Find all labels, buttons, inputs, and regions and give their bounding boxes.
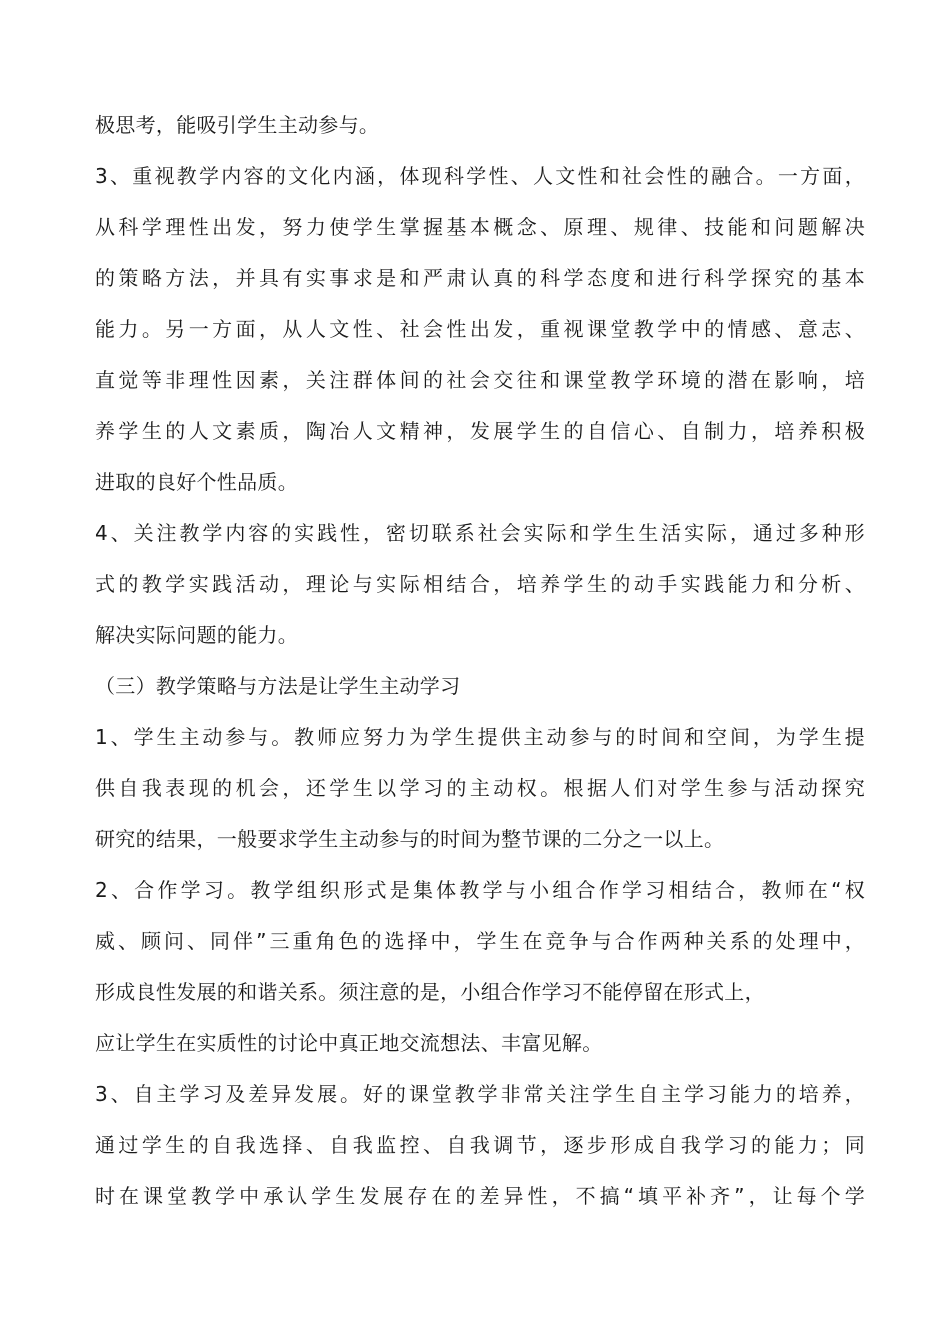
text-line: 4、关注教学内容的实践性，密切联系社会实际和学生生活实际，通过多种形 bbox=[95, 521, 865, 545]
text-line: 1、学生主动参与。教师应努力为学生提供主动参与的时间和空间，为学生提 bbox=[95, 725, 865, 749]
text-line: 威、顾问、同伴”三重角色的选择中，学生在竞争与合作两种关系的处理中， bbox=[95, 929, 865, 953]
text-line: 应让学生在实质性的讨论中真正地交流想法、丰富见解。 bbox=[95, 1031, 603, 1055]
text-line: 2、合作学习。教学组织形式是集体教学与小组合作学习相结合，教师在“权 bbox=[95, 878, 865, 902]
text-line: 的策略方法，并具有实事求是和严肃认真的科学态度和进行科学探究的基本 bbox=[95, 266, 865, 290]
text-line: 极思考，能吸引学生主动参与。 bbox=[95, 113, 380, 137]
text-line: 养学生的人文素质，陶冶人文精神，发展学生的自信心、自制力，培养积极 bbox=[95, 419, 865, 443]
text-line: 从科学理性出发，努力使学生掌握基本概念、原理、规律、技能和问题解决 bbox=[95, 215, 865, 239]
text-line: 时在课堂教学中承认学生发展存在的差异性，不搞“填平补齐”，让每个学 bbox=[95, 1184, 865, 1208]
text-line: 式的教学实践活动，理论与实际相结合，培养学生的动手实践能力和分析、 bbox=[95, 572, 865, 596]
text-line: 形成良性发展的和谐关系。须注意的是，小组合作学习不能停留在形式上， bbox=[95, 980, 765, 1004]
text-line: 进取的良好个性品质。 bbox=[95, 470, 298, 494]
text-line: 直觉等非理性因素，关注群体间的社会交往和课堂教学环境的潜在影响，培 bbox=[95, 368, 865, 392]
text-line: 通过学生的自我选择、自我监控、自我调节，逐步形成自我学习的能力；同 bbox=[95, 1133, 865, 1157]
text-line: 能力。另一方面，从人文性、社会性出发，重视课堂教学中的情感、意志、 bbox=[95, 317, 865, 341]
section-heading: （三）教学策略与方法是让学生主动学习 bbox=[95, 674, 461, 698]
text-line: 研究的结果，一般要求学生主动参与的时间为整节课的二分之一以上。 bbox=[95, 827, 725, 851]
text-line: 3、重视教学内容的文化内涵，体现科学性、人文性和社会性的融合。一方面， bbox=[95, 164, 865, 188]
text-line: 3、自主学习及差异发展。好的课堂教学非常关注学生自主学习能力的培养， bbox=[95, 1082, 865, 1106]
text-line: 供自我表现的机会，还学生以学习的主动权。根据人们对学生参与活动探究 bbox=[95, 776, 865, 800]
text-line: 解决实际问题的能力。 bbox=[95, 623, 298, 647]
